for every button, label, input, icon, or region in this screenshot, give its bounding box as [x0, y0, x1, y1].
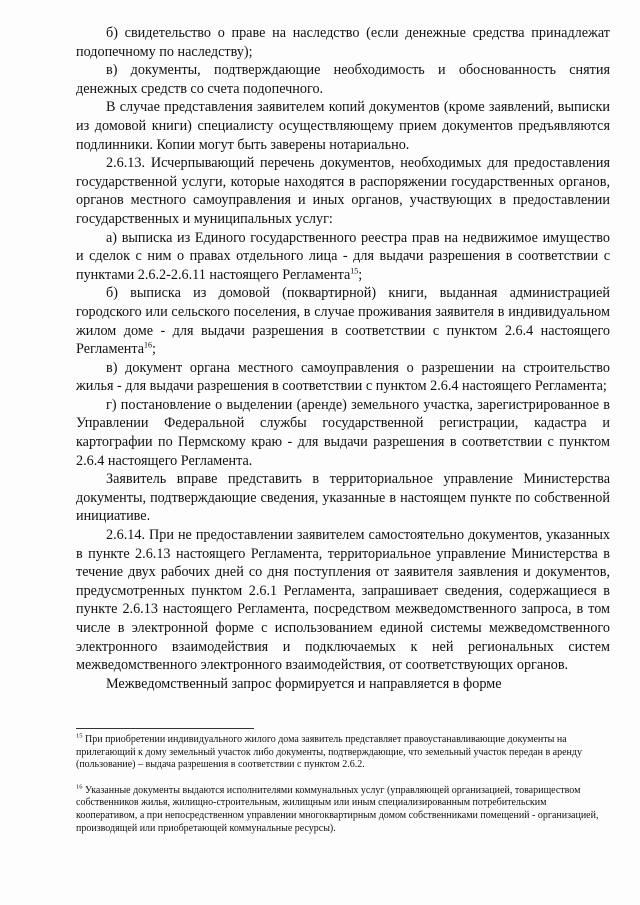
- paragraph-4: 2.6.13. Исчерпывающий перечень документов, необходимых для предоставления государственной услуги, которые находятся в распоряжении государственных органов, органов местного самоуправления и иных органов, участвующих в предоставлении государственных и муниципальных услуг:: [76, 155, 610, 227]
- body-text: [76, 24, 610, 693]
- paragraph-6: [76, 284, 610, 358]
- paragraph-1: б) свидетельство о праве на наследство (если денежные средства принадлежат подопечному по наследству);: [76, 25, 610, 60]
- paragraph-7: в) документ органа местного самоуправления о разрешении на строительство жилья - для выдачи разрешения в соответствии с пунктом 2.6.4 настоящего Регламента;: [76, 359, 610, 395]
- footnote-16-text: Указанные документы выдаются исполнителями коммунальных услуг (управляющей организацией, товариществом собственников жилья, жилищно-строительным, жилищным или иным специализированным потребительским кооперативом, а при непосредственном управлении многоквартирным домом собственниками помещений - организацией, производящей или приобретающей коммунальные ресурсы).: [76, 784, 599, 834]
- footnotes: [76, 734, 610, 848]
- paragraph-8: г) постановление о выделении (аренде) земельного участка, зарегистрированное в Управлении Федеральной службы государственной регистрации, кадастра и картографии по Пермскому краю - для выдачи разрешения в соответствии с пунктом 2.6.4 настоящего Регламента.: [76, 396, 610, 469]
- footnote-separator: [76, 728, 254, 729]
- footnote-16-number: 16: [76, 783, 83, 791]
- footnote-15-text: При приобретении индивидуального жилого дома заявитель представляет правоустанавливающие документы на прилегающий к дому земельный участок либо документы, подтверждающие, что земельный участок передан в аренду (пользование) – выдача разрешения в соответствии с пунктом 2.6.2.: [76, 734, 583, 771]
- footnote-15: [76, 734, 610, 772]
- paragraph-5-end: ;: [358, 266, 363, 283]
- footnote-ref-15[interactable]: 15: [350, 265, 359, 275]
- footnote-15-number: 15: [76, 732, 83, 740]
- footnote-ref-16[interactable]: 16: [144, 340, 153, 350]
- paragraph-3: В случае представления заявителем копий документов (кроме заявлений, выписки из домовой книги) специалисту осуществляющему прием документов предъявляются подлинники. Копии могут быть заверены нотариально.: [76, 99, 610, 153]
- paragraph-6-end: ;: [152, 341, 156, 358]
- paragraph-2: в) документы, подтверждающие необходимость и обоснованность снятия денежных средств со счета подопечного.: [76, 62, 610, 97]
- footnote-16: [76, 785, 610, 835]
- paragraph-11: Межведомственный запрос формируется и направляется в форме: [106, 675, 502, 692]
- paragraph-5: [76, 229, 610, 285]
- paragraph-9: Заявитель вправе представить в территориальное управление Министерства документы, подтверждающие сведения, указанные в настоящем пункте по собственной инициативе.: [76, 471, 610, 525]
- paragraph-5-text: а) выписка из Единого государственного реестра прав на недвижимое имущество и сделок с ним о правах отдельного лица - для выдачи разрешения в соответствии с пунктами 2.6.2-2.6.11 настоящего Регламента: [76, 229, 610, 283]
- paragraph-10: 2.6.14. При не предоставлении заявителем самостоятельно документов, указанных в пункте 2.6.13 настоящего Регламента, территориальное управление Министерства в течение двух рабочих дней со дня поступления от заявителя заявления и документов, предусмотренных пунктом 2.6.1 Регламента, запрашивает сведения, содержащиеся в пункте 2.6.13 настоящего Регламента, посредством межведомственного запроса, в том числе в электронной форме с использованием единой системы межведомственного электронного взаимодействия и подключаемых к ней региональных систем межведомственного электронного взаимодействия, от соответствующих органов.: [76, 527, 610, 674]
- paragraph-6-text: б) выписка из домовой (поквартирной) книги, выданная администрацией городского или сельского поселения, в случае проживания заявителя в индивидуальном жилом доме - для выдачи разрешения в соответствии с пунктом 2.6.4 настоящего Регламента: [76, 285, 610, 358]
